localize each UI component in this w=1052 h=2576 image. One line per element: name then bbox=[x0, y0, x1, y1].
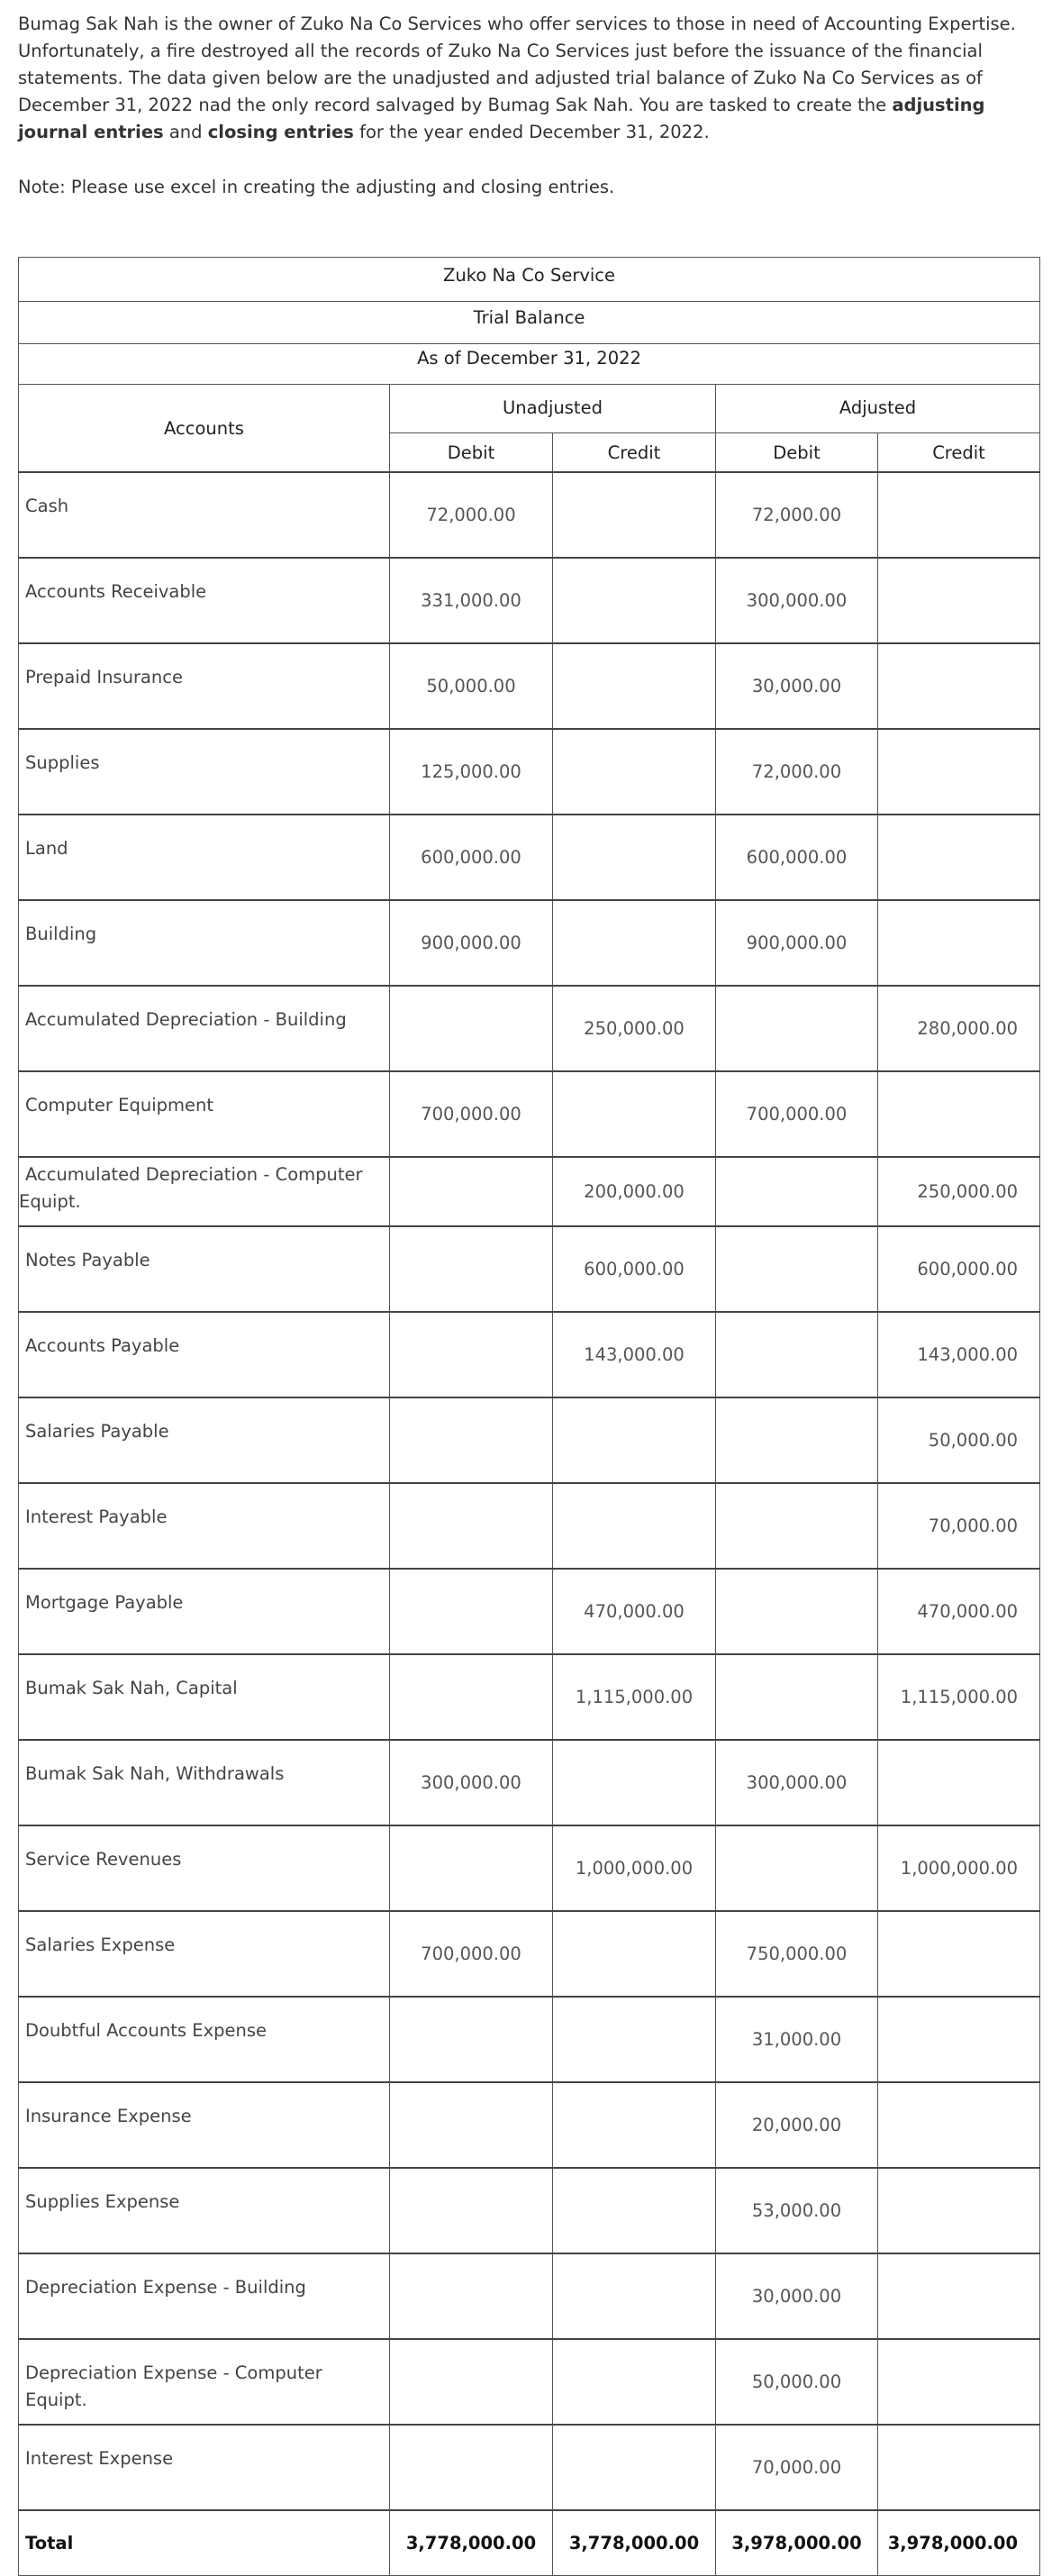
adjusted-debit-cell bbox=[716, 1569, 878, 1654]
unadjusted-debit-cell bbox=[390, 1312, 553, 1397]
adjusted-debit-cell bbox=[716, 1825, 878, 1911]
account-name: Salaries Payable bbox=[19, 1397, 390, 1483]
unadjusted-debit-cell bbox=[390, 1483, 553, 1569]
instruction-note: Note: Please use excel in creating the adjusting and closing entries. bbox=[18, 177, 615, 197]
unadjusted-debit-cell: 900,000.00 bbox=[390, 900, 553, 986]
adjusted-debit-cell: 900,000.00 bbox=[716, 900, 878, 986]
account-name: Doubtful Accounts Expense bbox=[19, 1997, 390, 2082]
adjusted-debit-cell bbox=[716, 1397, 878, 1483]
unadjusted-debit-cell bbox=[390, 2253, 553, 2339]
intro-text-3: for the year ended December 31, 2022. bbox=[353, 122, 710, 142]
unadjusted-debit-cell: 50,000.00 bbox=[390, 643, 553, 729]
adjusted-credit-cell: 280,000.00 bbox=[878, 986, 1040, 1071]
adjusted-debit-cell bbox=[716, 1226, 878, 1312]
account-name bbox=[19, 1157, 390, 1226]
adjusted-debit-cell: 72,000.00 bbox=[716, 729, 878, 815]
unadjusted-credit-cell: 143,000.00 bbox=[553, 1312, 716, 1397]
adjusted-credit-cell: 250,000.00 bbox=[878, 1157, 1040, 1226]
account-name: Supplies bbox=[19, 729, 390, 815]
unadjusted-credit-cell bbox=[553, 643, 716, 729]
adjusted-credit-cell bbox=[878, 2425, 1040, 2510]
account-name: Prepaid Insurance bbox=[19, 643, 390, 729]
table-row bbox=[19, 1071, 1040, 1157]
total-label: Total bbox=[19, 2510, 390, 2576]
adjusted-debit-cell: 20,000.00 bbox=[716, 2082, 878, 2168]
unadjusted-debit-cell: 700,000.00 bbox=[390, 1071, 553, 1157]
total-row bbox=[19, 2510, 1040, 2576]
unadjusted-debit-cell bbox=[390, 1997, 553, 2082]
table-row bbox=[19, 729, 1040, 815]
adjusted-credit-cell bbox=[878, 815, 1040, 900]
account-name: Interest Payable bbox=[19, 1483, 390, 1569]
unadjusted-credit-cell bbox=[553, 558, 716, 643]
table-row bbox=[19, 2168, 1040, 2253]
unadjusted-credit-cell bbox=[553, 1997, 716, 2082]
adjusted-credit-header: Credit bbox=[878, 433, 1040, 472]
account-name: Accounts Payable bbox=[19, 1312, 390, 1397]
unadjusted-credit-cell bbox=[553, 2253, 716, 2339]
unadjusted-credit-cell bbox=[553, 1911, 716, 1997]
adjusted-debit-cell: 300,000.00 bbox=[716, 558, 878, 643]
total-adjusted-debit: 3,978,000.00 bbox=[716, 2510, 878, 2576]
unadjusted-credit-cell bbox=[553, 2425, 716, 2510]
adjusted-debit-cell: 50,000.00 bbox=[716, 2339, 878, 2425]
table-row bbox=[19, 1654, 1040, 1740]
adjusted-credit-cell bbox=[878, 1071, 1040, 1157]
adjusted-debit-cell: 31,000.00 bbox=[716, 1997, 878, 2082]
unadjusted-credit-cell: 250,000.00 bbox=[553, 986, 716, 1071]
unadjusted-debit-cell: 300,000.00 bbox=[390, 1740, 553, 1825]
unadjusted-debit-cell: 125,000.00 bbox=[390, 729, 553, 815]
adjusted-debit-header: Debit bbox=[716, 433, 878, 472]
adjusted-credit-cell bbox=[878, 643, 1040, 729]
unadjusted-debit-header: Debit bbox=[390, 433, 553, 472]
unadjusted-credit-cell: 600,000.00 bbox=[553, 1226, 716, 1312]
account-name: Depreciation Expense - Building bbox=[19, 2253, 390, 2339]
adjusted-debit-cell: 300,000.00 bbox=[716, 1740, 878, 1825]
unadjusted-credit-cell bbox=[553, 2168, 716, 2253]
adjusted-debit-cell: 600,000.00 bbox=[716, 815, 878, 900]
adjusted-debit-cell bbox=[716, 1312, 878, 1397]
adjusted-debit-cell bbox=[716, 1654, 878, 1740]
unadjusted-credit-cell bbox=[553, 472, 716, 558]
table-row bbox=[19, 1397, 1040, 1483]
table-row bbox=[19, 1157, 1040, 1226]
account-name: Interest Expense bbox=[19, 2425, 390, 2510]
table-row bbox=[19, 558, 1040, 643]
adjusted-debit-cell: 750,000.00 bbox=[716, 1911, 878, 1997]
unadjusted-credit-cell bbox=[553, 1071, 716, 1157]
adjusted-credit-cell bbox=[878, 900, 1040, 986]
account-name: Building bbox=[19, 900, 390, 986]
table-row bbox=[19, 2339, 1040, 2425]
adjusted-credit-cell: 600,000.00 bbox=[878, 1226, 1040, 1312]
adjusted-debit-cell: 72,000.00 bbox=[716, 472, 878, 558]
table-row bbox=[19, 1483, 1040, 1569]
adjusted-credit-cell bbox=[878, 1740, 1040, 1825]
account-name-line2: Equipt. bbox=[19, 1191, 81, 1212]
adjusted-credit-cell bbox=[878, 472, 1040, 558]
accounts-header: Accounts bbox=[19, 385, 390, 473]
adjusted-credit-cell: 470,000.00 bbox=[878, 1569, 1040, 1654]
adjusted-debit-cell: 30,000.00 bbox=[716, 643, 878, 729]
adjusted-credit-cell: 50,000.00 bbox=[878, 1397, 1040, 1483]
unadjusted-debit-cell bbox=[390, 2339, 553, 2425]
table-row bbox=[19, 2082, 1040, 2168]
intro-text-2: and bbox=[163, 122, 208, 142]
unadjusted-credit-cell bbox=[553, 1483, 716, 1569]
adjusted-credit-cell: 1,115,000.00 bbox=[878, 1654, 1040, 1740]
adjusted-credit-cell bbox=[878, 1911, 1040, 1997]
unadjusted-debit-cell bbox=[390, 1825, 553, 1911]
table-row bbox=[19, 1911, 1040, 1997]
unadjusted-debit-cell bbox=[390, 1226, 553, 1312]
adjusted-credit-cell bbox=[878, 2082, 1040, 2168]
unadjusted-credit-cell: 1,000,000.00 bbox=[553, 1825, 716, 1911]
table-row bbox=[19, 1226, 1040, 1312]
adjusted-credit-cell bbox=[878, 2168, 1040, 2253]
account-name: Accumulated Depreciation - Building bbox=[19, 986, 390, 1071]
unadjusted-credit-cell bbox=[553, 729, 716, 815]
report-date: As of December 31, 2022 bbox=[19, 344, 1040, 385]
unadjusted-debit-cell bbox=[390, 986, 553, 1071]
account-name: Supplies Expense bbox=[19, 2168, 390, 2253]
table-row bbox=[19, 986, 1040, 1071]
table-row bbox=[19, 815, 1040, 900]
company-name: Zuko Na Co Service bbox=[19, 258, 1040, 302]
account-name: Land bbox=[19, 815, 390, 900]
table-row bbox=[19, 1312, 1040, 1397]
table-row bbox=[19, 2253, 1040, 2339]
unadjusted-credit-cell bbox=[553, 1740, 716, 1825]
account-name-line1: Accumulated Depreciation - Computer bbox=[25, 1164, 363, 1185]
unadjusted-debit-cell bbox=[390, 1654, 553, 1740]
table-row bbox=[19, 1997, 1040, 2082]
adjusted-credit-cell bbox=[878, 2339, 1040, 2425]
table-row bbox=[19, 472, 1040, 558]
account-name: Notes Payable bbox=[19, 1226, 390, 1312]
unadjusted-credit-cell bbox=[553, 900, 716, 986]
adjusted-debit-cell: 30,000.00 bbox=[716, 2253, 878, 2339]
unadjusted-debit-cell: 72,000.00 bbox=[390, 472, 553, 558]
unadjusted-header: Unadjusted bbox=[390, 385, 716, 433]
adjusted-credit-cell: 70,000.00 bbox=[878, 1483, 1040, 1569]
account-name: Mortgage Payable bbox=[19, 1569, 390, 1654]
unadjusted-debit-cell: 700,000.00 bbox=[390, 1911, 553, 1997]
adjusted-credit-cell: 143,000.00 bbox=[878, 1312, 1040, 1397]
account-name: Depreciation Expense - Computer Equipt. bbox=[19, 2339, 390, 2425]
unadjusted-debit-cell bbox=[390, 2425, 553, 2510]
unadjusted-credit-cell bbox=[553, 815, 716, 900]
table-row bbox=[19, 1825, 1040, 1911]
adjusted-debit-cell bbox=[716, 1483, 878, 1569]
unadjusted-debit-cell bbox=[390, 2168, 553, 2253]
unadjusted-credit-cell: 1,115,000.00 bbox=[553, 1654, 716, 1740]
unadjusted-credit-cell bbox=[553, 1397, 716, 1483]
report-title: Trial Balance bbox=[19, 302, 1040, 344]
account-name: Service Revenues bbox=[19, 1825, 390, 1911]
table-row bbox=[19, 1569, 1040, 1654]
adjusted-credit-cell bbox=[878, 729, 1040, 815]
account-name: Bumak Sak Nah, Capital bbox=[19, 1654, 390, 1740]
unadjusted-debit-cell: 331,000.00 bbox=[390, 558, 553, 643]
unadjusted-debit-cell bbox=[390, 2082, 553, 2168]
total-adjusted-credit: 3,978,000.00 bbox=[878, 2510, 1040, 2576]
unadjusted-debit-cell bbox=[390, 1397, 553, 1483]
adjusted-debit-cell bbox=[716, 986, 878, 1071]
adjusted-debit-cell bbox=[716, 1157, 878, 1226]
unadjusted-debit-cell: 600,000.00 bbox=[390, 815, 553, 900]
unadjusted-credit-cell: 470,000.00 bbox=[553, 1569, 716, 1654]
unadjusted-debit-cell bbox=[390, 1569, 553, 1654]
account-name: Salaries Expense bbox=[19, 1911, 390, 1997]
account-name: Bumak Sak Nah, Withdrawals bbox=[19, 1740, 390, 1825]
intro-bold-adjusting: adjusting journal entries bbox=[18, 95, 985, 142]
adjusted-credit-cell bbox=[878, 1997, 1040, 2082]
adjusted-debit-cell: 70,000.00 bbox=[716, 2425, 878, 2510]
unadjusted-credit-cell bbox=[553, 2082, 716, 2168]
intro-text-1: Bumag Sak Nah is the owner of Zuko Na Co Services who offer services to those in need of Accounting Expertise. Unfortunately, a fire destroyed all the records of Zuko Na Co Services just before the issuance of the financial statements. The data given below are the unadjusted and adjusted trial balance of Zuko Na Co Services as of December 31, 2022 nad the only record salvaged by Bumag Sak Nah. You are tasked to create the bbox=[18, 14, 1016, 115]
unadjusted-credit-cell bbox=[553, 2339, 716, 2425]
total-unadjusted-debit: 3,778,000.00 bbox=[390, 2510, 553, 2576]
table-row bbox=[19, 2425, 1040, 2510]
table-row bbox=[19, 900, 1040, 986]
trial-balance-table bbox=[18, 257, 1040, 2576]
adjusted-credit-cell: 1,000,000.00 bbox=[878, 1825, 1040, 1911]
table-row bbox=[19, 1740, 1040, 1825]
table-row bbox=[19, 643, 1040, 729]
account-name: Accounts Receivable bbox=[19, 558, 390, 643]
adjusted-credit-cell bbox=[878, 2253, 1040, 2339]
account-name: Computer Equipment bbox=[19, 1071, 390, 1157]
adjusted-credit-cell bbox=[878, 558, 1040, 643]
problem-statement bbox=[18, 11, 1045, 146]
unadjusted-credit-header: Credit bbox=[553, 433, 716, 472]
total-unadjusted-credit: 3,778,000.00 bbox=[553, 2510, 716, 2576]
unadjusted-debit-cell bbox=[390, 1157, 553, 1226]
account-name: Cash bbox=[19, 472, 390, 558]
adjusted-header: Adjusted bbox=[716, 385, 1040, 433]
adjusted-debit-cell: 53,000.00 bbox=[716, 2168, 878, 2253]
unadjusted-credit-cell: 200,000.00 bbox=[553, 1157, 716, 1226]
intro-bold-closing: closing entries bbox=[207, 122, 354, 142]
adjusted-debit-cell: 700,000.00 bbox=[716, 1071, 878, 1157]
account-name: Insurance Expense bbox=[19, 2082, 390, 2168]
